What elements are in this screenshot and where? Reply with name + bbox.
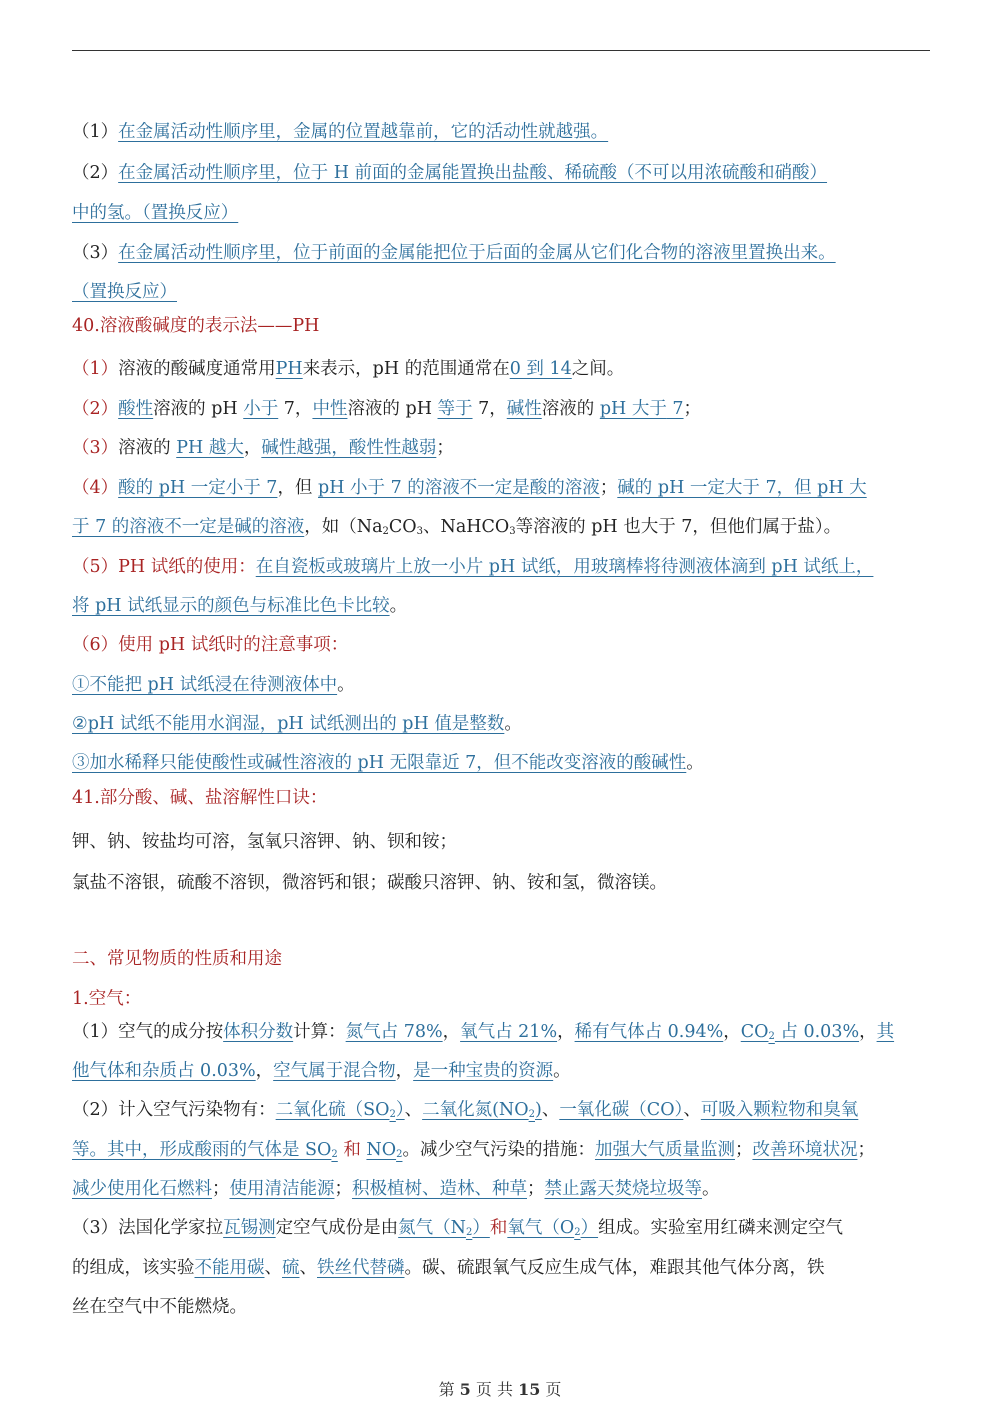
air-point-3: （3）法国化学家拉瓦锡测定空气成份是由氮气$(N_2)$和氧气$(O_2)$组成。实验室用红磷来测定空气 <box>72 1218 844 1238</box>
air-point-3c: 丝在空气中不能燃烧。 <box>72 1297 247 1317</box>
metal-line-1: （1）在金属活动性顺序里，金属的位置越靠前，它的活动性就越强。 <box>72 122 609 142</box>
air-point-2: （2）计入空气污染物有：二氧化硫$(SO_2)$、二氧化氮$(NO_2)$、一氧化碳（CO）、可吸入颗粒物和臭氧 <box>72 1100 859 1120</box>
air-point-2c: 减少使用化石燃料；使用清洁能源；积极植树、造林、种草；禁止露天焚烧垃圾等。 <box>72 1179 720 1199</box>
solubility-rhyme-2: 氯盐不溶银，硫酸不溶钡，微溶钙和银；碳酸只溶钾、钠、铵和氢，微溶镁。 <box>72 873 667 893</box>
air-point-1b: 他气体和杂质占 0.03%，空气属于混合物，是一种宝贵的资源。 <box>72 1061 571 1081</box>
ph-point-5: （5）PH 试纸的使用：在自瓷板或玻璃片上放一小片 pH 试纸，用玻璃棒将待测液体滴到 pH 试纸上， <box>72 557 874 577</box>
part-2-title: 二、常见物质的性质和用途 <box>72 949 282 969</box>
metal-line-2: （2）在金属活动性顺序里，位于 H 前面的金属能置换出盐酸、稀硫酸（不可以用浓硫酸和硝酸） <box>72 163 828 183</box>
ph-point-1: （1）溶液的酸碱度通常用PH来表示，pH 的范围通常在0 到 14之间。 <box>72 359 625 379</box>
metal-line-2b: 中的氢。（置换反应） <box>72 203 239 223</box>
metal-line-3b: （置换反应） <box>72 282 177 302</box>
air-point-2b: 等。其中，形成酸雨的气体是 $SO_2$ 和 $NO_2$。减少空气污染的措施：加强大气质量监测；改善环境状况； <box>72 1140 875 1160</box>
ph-point-3: （3）溶液的 PH 越大，碱性越强，酸性性越弱； <box>72 438 454 458</box>
metal-line-3: （3）在金属活动性顺序里，位于前面的金属能把位于后面的金属从它们化合物的溶液里置换出来。 <box>72 243 836 263</box>
ph-point-5b: 将 pH 试纸显示的颜色与标准比色卡比较。 <box>72 596 408 616</box>
section-41-title: 41.部分酸、碱、盐溶解性口诀： <box>72 788 328 808</box>
ph-point-4: （4）酸的 pH 一定小于 7，但 pH 小于 7 的溶液不一定是酸的溶液；碱的 pH 一定大于 7，但 pH 大 <box>72 478 867 498</box>
ph-note-1: ①不能把 pH 试纸浸在待测液体中。 <box>72 675 355 695</box>
air-subtitle: 1.空气： <box>72 989 142 1009</box>
header-rule <box>72 50 930 51</box>
air-point-1: （1）空气的成分按体积分数计算：氮气占 78%，氧气占 21%，稀有气体占 0.94%，$CO_2$ 占 0.03%，其 <box>72 1022 895 1042</box>
ph-point-2: （2）酸性溶液的 pH 小于 7，中性溶液的 pH 等于 7，碱性溶液的 pH 大于 7； <box>72 399 702 419</box>
ph-note-2: ②pH 试纸不能用水润湿，pH 试纸测出的 pH 值是整数。 <box>72 714 522 734</box>
ph-note-3: ③加水稀释只能使酸性或碱性溶液的 pH 无限靠近 7，但不能改变溶液的酸碱性。 <box>72 753 704 773</box>
page-footer: 第 5 页 共 15 页 <box>438 1380 562 1399</box>
ph-point-6: （6）使用 pH 试纸时的注意事项： <box>72 635 349 655</box>
air-point-3b: 的组成，该实验不能用碳、硫、铁丝代替磷。碳、硫跟氧气反应生成气体，难跟其他气体分离，铁 <box>72 1258 825 1278</box>
ph-point-4b: 于 7 的溶液不一定是碱的溶液，如（$Na_2CO_3$、NaHCO$_3$等溶液的 pH 也大于 7，但他们属于盐）。 <box>72 517 842 537</box>
solubility-rhyme-1: 钾、钠、铵盐均可溶，氢氧只溶钾、钠、钡和铵； <box>72 832 457 852</box>
section-40-title: 40.溶液酸碱度的表示法——PH <box>72 316 320 336</box>
